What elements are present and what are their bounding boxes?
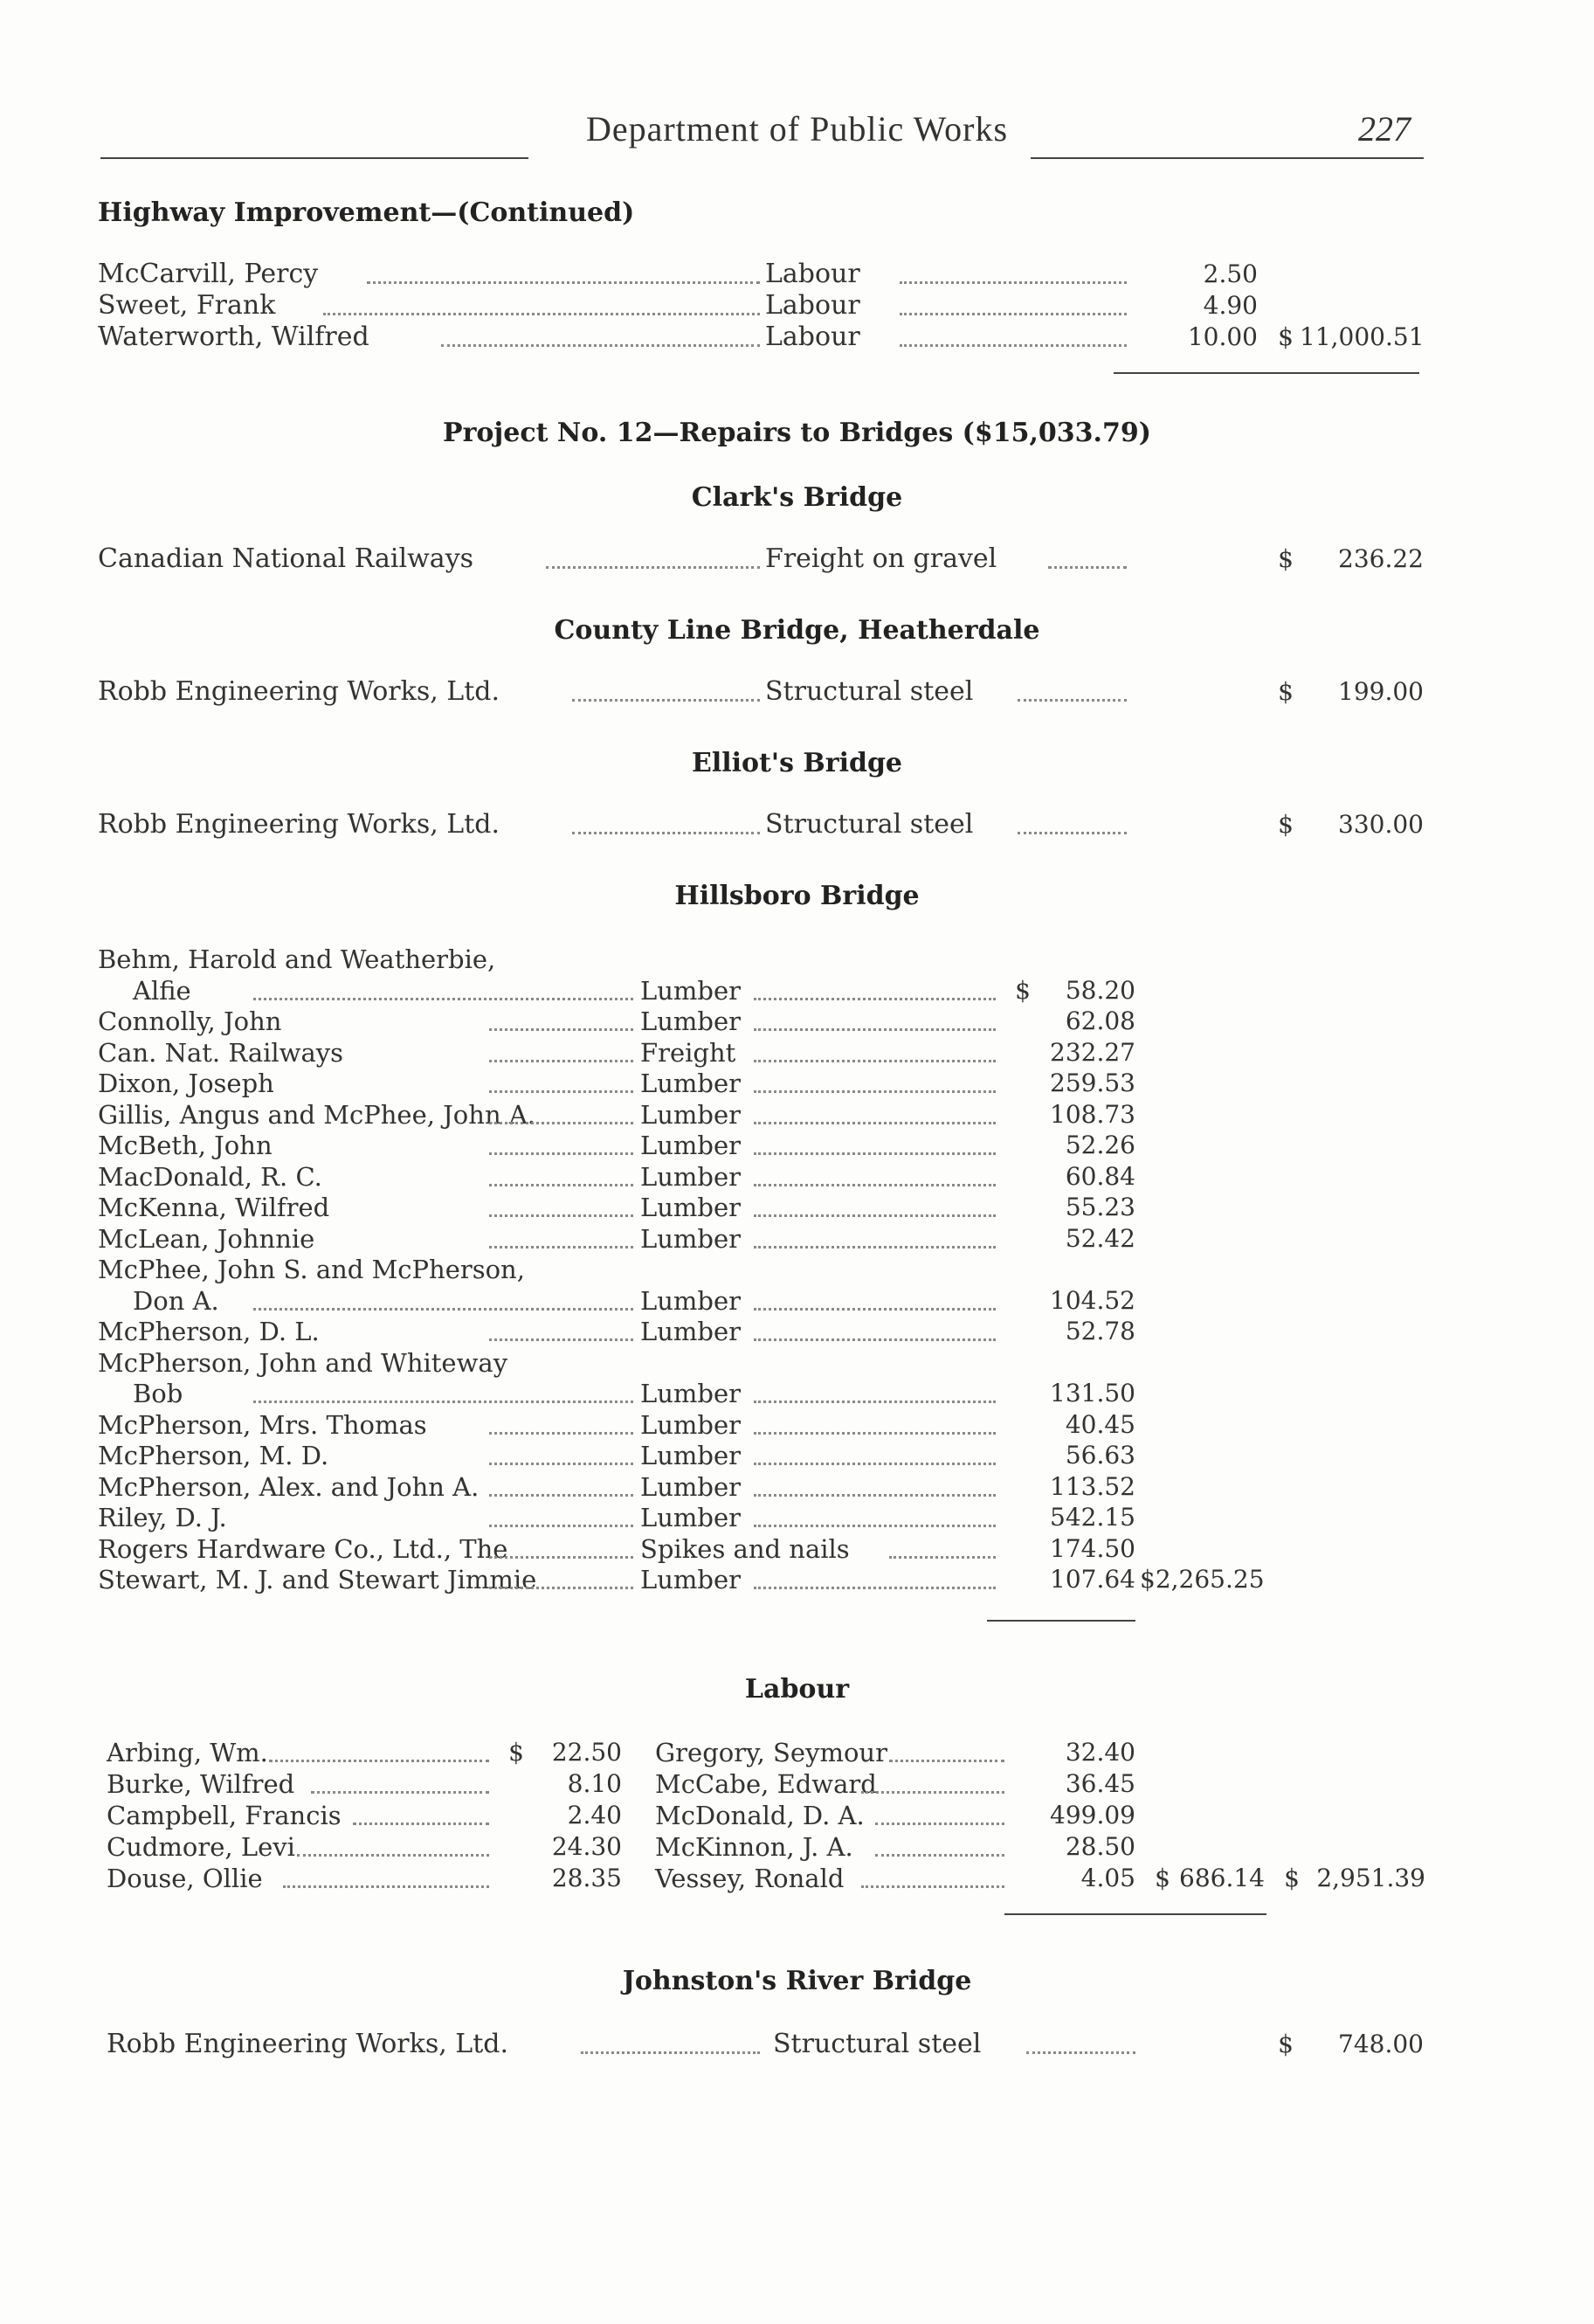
dot-leader [754,1122,996,1124]
entry-item: Lumber [640,1131,742,1160]
dot-leader [353,1823,489,1825]
entry-name: McPherson, Alex. and John A. [98,1471,480,1502]
entry-amount: 2.50 [1203,259,1258,288]
dot-leader [875,1823,1004,1825]
entry-name: McKenna, Wilfred [98,1193,330,1222]
entry-item: Labour [765,322,860,352]
dot-leader [889,1760,1004,1762]
entry-amount: 55.23 [1065,1193,1135,1221]
dot-leader [489,1338,633,1341]
dot-leader [754,1152,996,1155]
entry-name: McBeth, John [98,1131,273,1160]
entry-name: Robb Engineering Works, Ltd. [98,676,500,707]
entry-item: Lumber [640,1565,742,1594]
currency-sign: $ [1278,322,1294,351]
entry-name: Stewart, M. J. and Stewart Jimmie [98,1565,537,1594]
entry-name: Rogers Hardware Co., Ltd., The [98,1533,508,1564]
dot-leader [489,1556,633,1559]
entry-name: McPherson, D. L. [98,1317,320,1346]
entry-amount: 232.27 [1050,1037,1135,1067]
bridge-heading-clarks: Clark's Bridge [691,482,903,513]
entry-item: Lumber [640,1161,742,1192]
project-heading: Project No. 12—Repairs to Bridges ($15,033.79) [443,418,1151,448]
dot-leader [754,1338,996,1341]
dot-leader [283,1885,489,1888]
dot-leader [489,1494,633,1497]
dot-leader [754,1308,996,1311]
entry-amount: 52.42 [1065,1223,1135,1253]
labour-amount: 22.50 [551,1738,622,1767]
labour-amount: 24.30 [551,1832,622,1861]
total-rule [1004,1913,1266,1915]
labour-amount: 2.40 [567,1801,622,1829]
entry-name: Robb Engineering Works, Ltd. [98,809,500,840]
entry-name-continued: Bob [133,1379,183,1408]
dot-leader [253,1401,633,1403]
currency-sign: $ [508,1738,524,1767]
dot-leader [489,1122,633,1124]
entry-amount: 748.00 [1338,2030,1424,2058]
dot-leader [889,1556,996,1559]
dot-leader [1018,699,1127,702]
labour-name: McDonald, D. A. [655,1801,865,1830]
currency-sign: $ [1155,1864,1170,1892]
entry-item: Structural steel [765,809,974,840]
entry-name: Can. Nat. Railways [98,1037,344,1068]
section-total: $2,265.25 [1140,1565,1265,1594]
entry-amount: 52.26 [1065,1131,1135,1159]
entry-name: Riley, D. J. [98,1503,227,1532]
entry-amount: 58.20 [1065,975,1135,1005]
dot-leader [754,1184,996,1186]
labour-name: McKinnon, J. A. [655,1832,853,1862]
labour-amount: 8.10 [567,1769,622,1798]
dot-leader [861,1885,1004,1888]
dot-leader [489,1090,633,1093]
entry-item: Lumber [640,1441,742,1470]
entry-amount: 104.52 [1050,1285,1135,1315]
entry-item: Freight on gravel [765,543,997,574]
entry-item: Structural steel [773,2029,982,2059]
entry-amount: 259.53 [1050,1069,1135,1097]
dot-leader [489,1214,633,1217]
entry-name: Behm, Harold and Weatherbie, [98,944,496,974]
entry-amount: 542.15 [1050,1503,1135,1532]
labour-name: Douse, Ollie [107,1864,263,1893]
entry-amount: 236.22 [1338,544,1424,573]
labour-name: Vessey, Ronald [655,1864,845,1893]
dot-leader [754,998,996,1000]
entry-item: Lumber [640,975,742,1006]
total-rule [987,1620,1135,1622]
entry-name-continued: Alfie [133,975,191,1006]
entry-item: Lumber [640,1409,742,1440]
dot-leader [489,1587,633,1589]
currency-sign: $ [1015,975,1031,1005]
entry-item: Freight [640,1037,736,1068]
dot-leader [489,1028,633,1031]
dot-leader [572,699,760,702]
entry-item: Lumber [640,1317,742,1346]
entry-amount: 108.73 [1050,1099,1135,1129]
dot-leader [754,1214,996,1217]
dot-leader [489,1246,633,1248]
dot-leader [1026,2051,1135,2054]
bridge-heading-county-line: County Line Bridge, Heatherdale [554,615,1040,646]
labour-amount: 32.40 [1065,1738,1135,1767]
entry-name: Connolly, John [98,1006,282,1036]
dot-leader [546,566,760,569]
entry-amount: 4.90 [1203,291,1258,320]
entry-item: Labour [765,290,860,321]
entry-item: Labour [765,259,860,289]
labour-total: 2,951.39 [1316,1864,1425,1892]
bridge-heading-hillsboro: Hillsboro Bridge [674,881,920,911]
entry-item: Lumber [640,1223,742,1254]
dot-leader [489,1463,633,1465]
entry-amount: 107.64 [1050,1565,1135,1594]
dot-leader [754,1028,996,1031]
dot-leader [754,1494,996,1497]
dot-leader [900,344,1127,347]
entry-amount: 56.63 [1065,1441,1135,1470]
entry-item: Lumber [640,1471,742,1502]
entry-item: Lumber [640,1285,742,1316]
entry-item: Lumber [640,1379,742,1408]
dot-leader [900,281,1127,284]
dot-leader [489,1432,633,1435]
labour-name: Burke, Wilfred [107,1769,295,1799]
entry-name: McPhee, John S. and McPherson, [98,1255,525,1284]
total-rule [1114,372,1419,374]
dot-leader [754,1587,996,1589]
dot-leader [489,1184,633,1186]
labour-name: Cudmore, Levi [107,1832,295,1862]
dot-leader [754,1432,996,1435]
entry-name: McLean, Johnnie [98,1223,315,1254]
labour-amount: 36.45 [1065,1769,1135,1798]
entry-amount: 131.50 [1050,1379,1135,1408]
currency-sign: $ [1278,544,1294,573]
entry-item: Lumber [640,1069,742,1098]
entry-amount: 199.00 [1338,677,1424,706]
bridge-heading-elliots: Elliot's Bridge [691,748,903,778]
dot-leader [489,1060,633,1062]
dot-leader [253,1308,633,1311]
dot-leader [311,1791,489,1794]
header-rule-right [1031,157,1424,159]
bridge-heading-johnstons-river: Johnston's River Bridge [622,1966,972,1996]
currency-sign: $ [1278,810,1294,839]
entry-name: McPherson, Mrs. Thomas [98,1409,427,1440]
entry-amount: 113.52 [1050,1471,1135,1501]
dot-leader [489,1152,633,1155]
labour-amount: 499.09 [1050,1801,1135,1829]
dot-leader [1018,832,1127,834]
entry-name: Canadian National Railways [98,543,474,574]
entry-amount: 174.50 [1050,1533,1135,1563]
entry-amount: 330.00 [1338,810,1424,839]
entry-name: McPherson, John and Whiteway [98,1347,508,1378]
dot-leader [754,1090,996,1093]
entry-name: McPherson, M. D. [98,1441,329,1470]
entry-item: Lumber [640,1503,742,1532]
dot-leader [1048,566,1127,569]
entry-name: Gillis, Angus and McPhee, John A. [98,1099,536,1130]
entry-amount: 52.78 [1065,1317,1135,1345]
section-total: 11,000.51 [1300,322,1425,351]
page-title: Department of Public Works [585,109,1009,149]
entry-item: Structural steel [765,676,974,707]
dot-leader [441,344,760,347]
dot-leader [253,998,633,1000]
labour-name: McCabe, Edward [655,1769,877,1799]
labour-name: Gregory, Seymour [655,1738,887,1767]
entry-name: McCarvill, Percy [98,259,319,289]
dot-leader [323,313,760,315]
labour-amount: 4.05 [1080,1864,1135,1892]
entry-name: Sweet, Frank [98,290,276,321]
dot-leader [367,281,760,284]
page-number: 227 [1358,109,1411,149]
labour-name: Arbing, Wm. [107,1738,268,1767]
dot-leader [572,832,760,834]
labour-amount: 28.35 [551,1864,622,1892]
entry-name: MacDonald, R. C. [98,1161,322,1192]
entry-name: Dixon, Joseph [98,1069,274,1098]
entry-amount: 10.00 [1187,322,1258,351]
dot-leader [861,1791,1004,1794]
dot-leader [754,1463,996,1465]
entry-amount: 60.84 [1065,1161,1135,1191]
dot-leader [754,1401,996,1403]
dot-leader [875,1854,1004,1857]
section-heading-continued: Highway Improvement—(Continued) [98,197,635,228]
dot-leader [754,1060,996,1062]
entry-name: Waterworth, Wilfred [98,322,369,352]
dot-leader [754,1246,996,1248]
entry-item: Lumber [640,1006,742,1036]
currency-sign: $ [1278,2030,1294,2058]
labour-heading: Labour [744,1674,850,1705]
entry-name-continued: Don A. [133,1285,219,1316]
dot-leader [581,2051,760,2054]
labour-name: Campbell, Francis [107,1801,342,1830]
entry-name: Robb Engineering Works, Ltd. [107,2029,509,2059]
entry-amount: 40.45 [1065,1409,1135,1439]
entry-item: Spikes and nails [640,1533,850,1564]
currency-sign: $ [1278,677,1294,706]
dot-leader [489,1525,633,1527]
entry-item: Lumber [640,1193,742,1222]
currency-sign: $ [1284,1864,1300,1892]
dot-leader [297,1854,489,1857]
dot-leader [900,313,1127,315]
labour-subtotal: 686.14 [1179,1864,1265,1892]
entry-amount: 62.08 [1065,1006,1135,1035]
dot-leader [754,1525,996,1527]
entry-item: Lumber [640,1099,742,1130]
dot-leader [269,1760,489,1762]
labour-amount: 28.50 [1065,1832,1135,1861]
header-rule-left [100,157,528,159]
